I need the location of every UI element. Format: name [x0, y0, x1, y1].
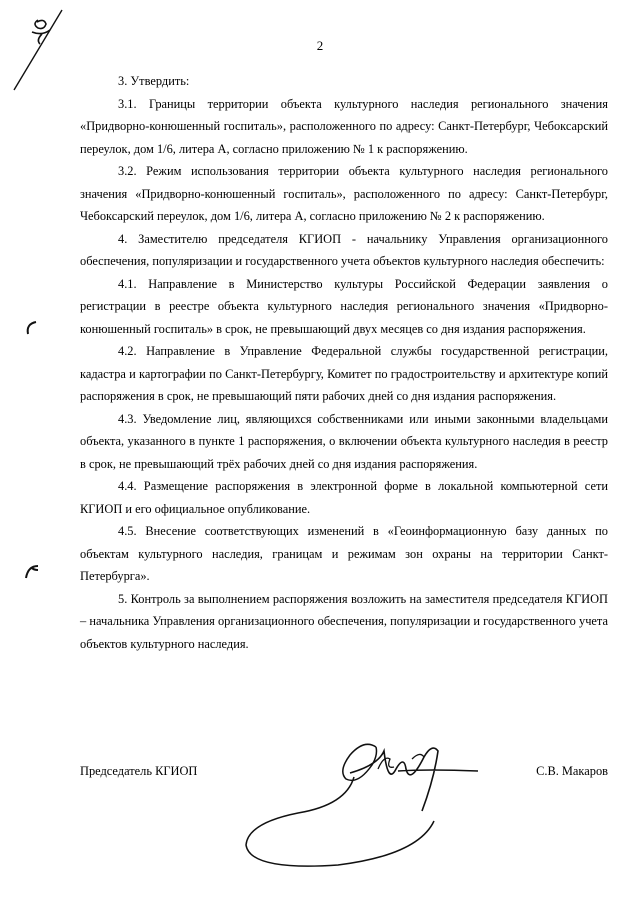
paragraph-4-2: 4.2. Направление в Управление Федеральной службы государственной регистрации, кадастра и картографии по Санкт-Петербургу, Комитет по градостроительству и архитектуре копий распоряжения в срок, не превышающий пяти рабочих дней со дня издания распоряжения. — [80, 344, 608, 403]
margin-pencil-mark — [20, 318, 42, 340]
handwritten-signature — [228, 725, 508, 875]
paragraph-4-4: 4.4. Размещение распоряжения в электронной форме в локальной компьютерной сети КГИОП и его официальное опубликование. — [80, 479, 608, 516]
paragraph-5: 5. Контроль за выполнением распоряжения возложить на заместителя председателя КГИОП – начальника Управления организационного обеспечения, популяризации и государственного учета объектов культурного наследия. — [80, 591, 608, 651]
document-body — [80, 70, 608, 655]
paragraph-4-1: 4.1. Направление в Министерство культуры Российской Федерации заявления о регистрации в реестре объекта культурного наследия регионального значения «Придворно-конюшенный госпиталь» в срок, не превышающий двух месяцев со дня издания распоряжения. — [80, 276, 608, 336]
paragraph-4-5: 4.5. Внесение соответствующих изменений в «Геоинформационную базу данных по объектам культурного наследия, границам и режимам зон охраны на территории Санкт-Петербурга». — [80, 524, 608, 583]
margin-pencil-mark — [20, 560, 44, 582]
signatory-title: Председатель КГИОП — [80, 764, 198, 778]
paragraph-approve: 3. Утвердить: — [118, 74, 190, 88]
paragraph-3-2: 3.2. Режим использования территории объекта культурного наследия регионального значения «Придворно-конюшенный госпиталь», расположенного по адресу: Санкт-Петербург, Чебоксарский переулок, дом 1/6, литера А, согласно приложению № 2 к распоряжению. — [80, 164, 608, 223]
paragraph-4-3: 4.3. Уведомление лиц, являющихся собственниками или иными законными владельцами объекта, указанного в пункте 1 распоряжения, о включении объекта культурного наследия в реестр в срок, не превышающий трёх рабочих дней со дня издания распоряжения. — [80, 411, 608, 471]
paragraph-3-1: 3.1. Границы территории объекта культурного наследия регионального значения «Придворно-конюшенный госпиталь», расположенного по адресу: Санкт-Петербург, Чебоксарский переулок, дом 1/6, литера А, согласно приложению № 1 к распоряжению. — [80, 96, 608, 156]
paragraph-4: 4. Заместителю председателя КГИОП - начальнику Управления организационного обеспечения, популяризации и государственного учета объектов культурного наследия обеспечить: — [80, 231, 608, 268]
page-number: 2 — [316, 38, 324, 53]
signatory-name: С.В. Макаров — [536, 764, 608, 778]
